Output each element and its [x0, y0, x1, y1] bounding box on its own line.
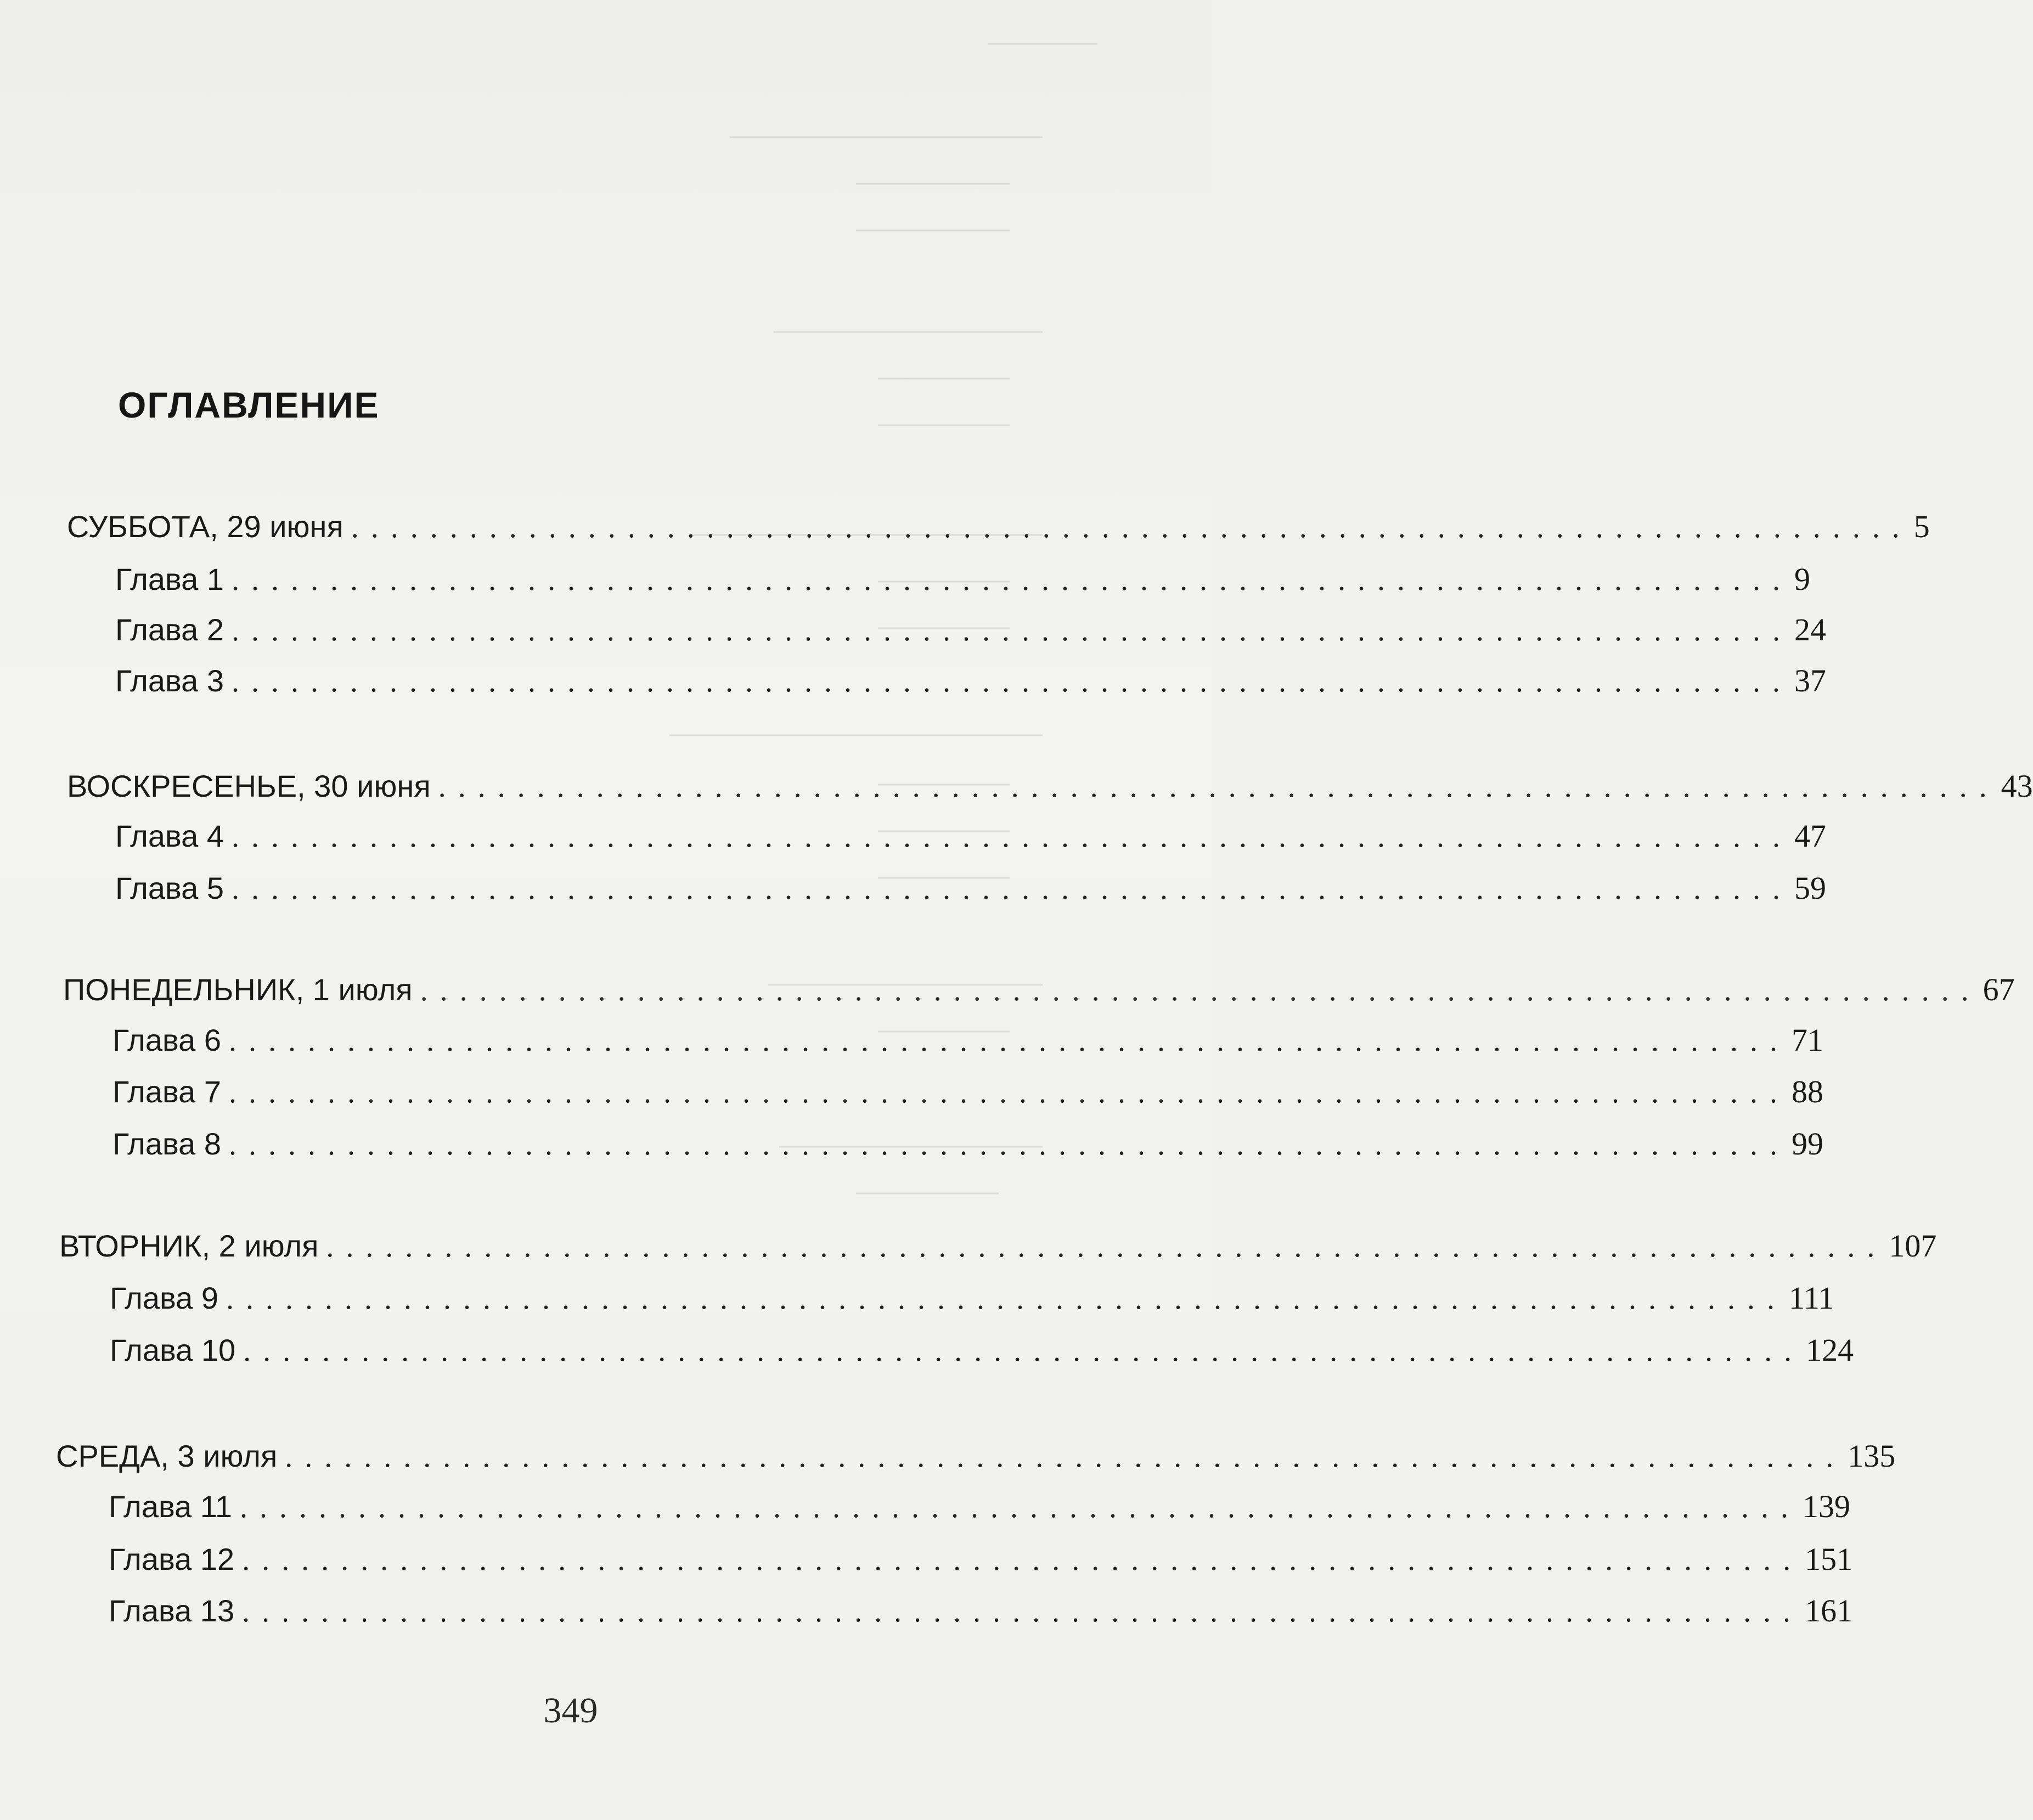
toc-page-number: 9 [1794, 561, 1810, 597]
toc-chapter-label: Глава 5 [115, 871, 224, 905]
leader-dots: ............................................................................... [231, 872, 1792, 906]
toc-section-label: ВОСКРЕСЕНЬЕ, 30 июня [67, 769, 431, 803]
leader-dots: ............................................................................... [438, 770, 1999, 804]
toc-chapter-row[interactable] [112, 1124, 1823, 1164]
toc-section-row[interactable] [67, 767, 2033, 806]
toc-chapter-label: Глава 9 [110, 1281, 218, 1315]
leader-dots: ............................................................................... [228, 1024, 1789, 1058]
toc-page-number: 139 [1802, 1489, 1850, 1524]
toc-page-number: 99 [1791, 1126, 1823, 1162]
toc-page-number: 161 [1805, 1593, 1853, 1629]
toc-page-number: 37 [1794, 663, 1826, 698]
leader-dots: ............................................................................... [351, 510, 1912, 544]
toc-chapter-label: Глава 2 [115, 612, 224, 647]
toc-chapter-row[interactable] [112, 1072, 1823, 1112]
toc-page-number: 88 [1791, 1074, 1823, 1109]
toc-page-number: 24 [1794, 612, 1826, 647]
leader-dots: ............................................................................... [242, 1594, 1803, 1629]
toc-page-number: 5 [1913, 509, 1930, 544]
leader-dots: ............................................................................... [326, 1230, 1887, 1264]
leader-dots: ............................................................................... [420, 973, 1981, 1007]
page-title: ОГЛАВЛЕНИЕ [118, 385, 380, 425]
toc-chapter-row[interactable] [115, 610, 1826, 650]
toc-page-number: 151 [1805, 1541, 1853, 1577]
toc-section-row[interactable] [67, 507, 1930, 546]
toc-chapter-label: Глава 1 [115, 562, 224, 596]
toc-chapter-row[interactable] [115, 560, 1810, 599]
toc-chapter-row[interactable] [115, 661, 1826, 701]
toc-chapter-label: Глава 6 [112, 1023, 221, 1057]
toc-section-row[interactable] [63, 970, 2015, 1010]
toc-chapter-row[interactable] [109, 1591, 1853, 1631]
leader-dots: ............................................................................... [228, 1128, 1789, 1162]
toc-section-label: ПОНЕДЕЛЬНИК, 1 июля [63, 972, 413, 1007]
toc-chapter-label: Глава 10 [110, 1333, 236, 1367]
toc-section-label: СУББОТА, 29 июня [67, 509, 343, 544]
toc-page-number: 43 [2001, 768, 2033, 804]
toc-section-row[interactable] [59, 1226, 1937, 1266]
toc-chapter-row[interactable] [109, 1487, 1850, 1526]
toc-page-number: 71 [1791, 1022, 1823, 1058]
toc-chapter-label: Глава 8 [112, 1126, 221, 1161]
leader-dots: ............................................................................... [226, 1282, 1787, 1316]
toc-chapter-row[interactable] [110, 1278, 1834, 1318]
toc-chapter-label: Глава 13 [109, 1593, 235, 1628]
toc-page-number: 47 [1794, 818, 1826, 854]
toc-page-number: 135 [1848, 1438, 1896, 1474]
leader-dots: ............................................................................... [228, 1075, 1789, 1109]
toc-chapter-row[interactable] [112, 1021, 1823, 1060]
leader-dots: ............................................................................... [231, 820, 1792, 854]
toc-chapter-label: Глава 12 [109, 1542, 235, 1576]
leader-dots: ............................................................................... [231, 563, 1792, 597]
toc-chapter-label: Глава 3 [115, 663, 224, 698]
toc-chapter-label: Глава 7 [112, 1074, 221, 1109]
toc-section-row[interactable] [56, 1436, 1896, 1476]
toc-page-number: 111 [1788, 1280, 1834, 1316]
toc-page-number: 59 [1794, 870, 1826, 906]
toc-chapter-label: Глава 4 [115, 819, 224, 853]
toc-chapter-row[interactable] [115, 816, 1826, 856]
leader-dots: ............................................................................... [239, 1490, 1800, 1524]
leader-dots: ............................................................................... [231, 613, 1792, 647]
toc-chapter-label: Глава 11 [109, 1489, 232, 1524]
leader-dots: ............................................................................... [243, 1334, 1804, 1368]
toc-chapter-row[interactable] [110, 1331, 1854, 1370]
toc-chapter-row[interactable] [115, 869, 1826, 908]
toc-section-label: ВТОРНИК, 2 июля [59, 1229, 319, 1263]
toc-page-number: 107 [1889, 1228, 1937, 1264]
toc-section-label: СРЕДА, 3 июля [56, 1439, 278, 1473]
leader-dots: ............................................................................... [285, 1440, 1846, 1474]
leader-dots: ............................................................................... [231, 664, 1792, 698]
toc-page-number: 124 [1806, 1332, 1854, 1368]
toc-page-number: 67 [1983, 972, 2015, 1007]
leader-dots: ............................................................................... [242, 1543, 1803, 1577]
page-number-footer: 349 [543, 1691, 598, 1731]
toc-chapter-row[interactable] [109, 1540, 1853, 1579]
